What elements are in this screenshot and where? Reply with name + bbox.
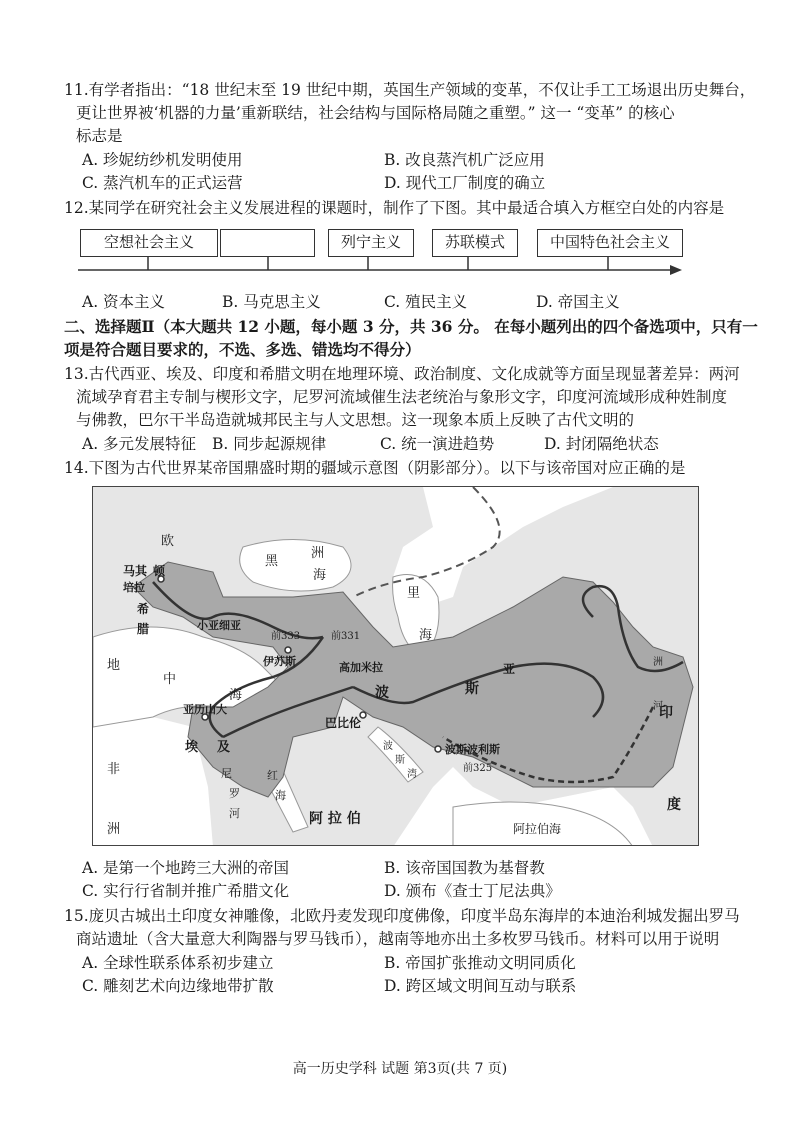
map-label-pella: 培拉	[123, 581, 145, 594]
q15-option-a: A. 全球性联系体系初步建立	[82, 954, 274, 972]
q11-option-d: D. 现代工厂制度的确立	[384, 174, 546, 192]
q15-stem-line1: 15.庞贝古城出土印度女神雕像，北欧丹麦发现印度佛像，印度半岛东海岸的本迪治利城发掘出罗马	[64, 907, 740, 925]
q12-stem-line1: 12.某同学在研究社会主义发展进程的课题时，制作了下图。其中最适合填入方框空白处的内容是	[64, 199, 725, 217]
map-label-persiangulf3: 湾	[407, 769, 417, 780]
timeline-box-utopian: 空想社会主义	[80, 229, 218, 257]
map-label-blacksea1: 黑	[265, 554, 279, 569]
q15-option-b: B. 帝国扩张推动文明同质化	[384, 954, 576, 972]
q11-option-a: A. 珍妮纺纱机发明使用	[82, 151, 243, 169]
map-label-europe1: 欧	[161, 534, 175, 549]
map-label-blacksea2: 海	[313, 568, 327, 583]
q14-option-b: B. 该帝国国教为基督教	[384, 859, 545, 877]
q13-stem-line3: 与佛教，巴尔干半岛造就城邦民主与人文思想。这一现象本质上反映了古代文明的	[76, 411, 635, 429]
page-footer: 高一历史学科 试题 第3页(共 7 页)	[292, 1061, 508, 1077]
map-label-y325: 前325	[463, 763, 493, 774]
map-label-gaugamela: 高加米拉	[339, 661, 383, 674]
map-label-macedonia1: 马其	[123, 564, 148, 578]
map-label-issus: 伊苏斯	[263, 655, 296, 668]
timeline-box-leninism: 列宁主义	[328, 229, 414, 257]
map-label-macedonia2: 顿	[153, 564, 166, 578]
q11-option-b: B. 改良蒸汽机广泛应用	[384, 151, 545, 169]
section2-header-line1: 二、选择题Ⅱ（本大题共 12 小题，每小题 3 分，共 36 分。 在每小题列出的四个备选项中，只有一	[64, 317, 758, 336]
timeline-box-chinese-socialism: 中国特色社会主义	[537, 229, 683, 257]
map-label-med2: 中	[163, 672, 177, 687]
map-label-asia1: 亚	[503, 662, 516, 676]
q12-option-b: B. 马克思主义	[222, 293, 321, 311]
map-label-greece1: 希	[137, 602, 150, 616]
q13-stem-line1: 13.古代西亚、埃及、印度和希腊文明在地理环境、政治制度、文化成就等方面呈现显著差异：两河	[64, 365, 740, 383]
map-label-egypt1: 埃	[185, 740, 199, 755]
q13-option-a: A. 多元发展特征	[82, 435, 197, 453]
timeline-box-soviet-model: 苏联模式	[432, 229, 518, 257]
map-label-greece2: 腊	[137, 622, 150, 636]
q12-option-a: A. 资本主义	[82, 293, 166, 311]
map-label-persepolis: 波斯波利斯	[445, 743, 500, 756]
map-label-nile1: 尼	[221, 767, 232, 780]
map-label-caspian1: 里	[407, 586, 421, 601]
map-label-egypt2: 及	[217, 740, 231, 755]
map-label-indus2: 河	[653, 701, 663, 712]
q14-stem-line1: 14.下图为古代世界某帝国鼎盛时期的疆域示意图（阴影部分）。以下与该帝国对应正确的是	[64, 459, 686, 477]
map-label-europe2: 洲	[311, 546, 325, 561]
map-label-persiangulf2: 斯	[395, 755, 405, 766]
q12-option-c: C. 殖民主义	[384, 293, 468, 311]
map-label-persia1: 波	[375, 685, 389, 701]
map-label-arabiansea: 阿拉伯海	[513, 822, 562, 836]
map-label-persia2: 斯	[465, 681, 479, 697]
map-label-persiangulf1: 波	[383, 741, 393, 752]
timeline-box-blank	[220, 229, 315, 257]
q13-stem-line2: 流域孕育君主专制与楔形文字，尼罗河流域催生法老统治与象形文字，印度河流域形成种姓制度	[76, 388, 728, 406]
map-label-y331: 前331	[331, 631, 361, 642]
q15-option-c: C. 雕刻艺术向边缘地带扩散	[82, 977, 274, 995]
section2-header-line2: 项是符合题目要求的，不选、多选、错选均不得分）	[64, 340, 421, 359]
map-label-arabia: 阿 拉 伯	[309, 811, 361, 827]
map-label-med3: 海	[229, 688, 243, 703]
map-label-babylon: 巴比伦	[325, 716, 362, 730]
map-label-redsea1: 红	[267, 769, 278, 782]
q11-stem-line2: 更让世界被‘机器的力量’重新联结，社会结构与国际格局随之重塑。” 这一 “变革” 的核心	[76, 104, 675, 122]
q14-option-d: D. 颁布《查士丁尼法典》	[384, 882, 561, 900]
q13-option-b: B. 同步起源规律	[212, 435, 327, 453]
map-label-asiaminor: 小亚细亚	[197, 619, 241, 632]
map-label-india1: 印	[659, 705, 673, 721]
q15-option-d: D. 跨区域文明间互动与联系	[384, 977, 577, 995]
map-label-india2: 度	[667, 797, 681, 813]
map-label-africa1: 非	[107, 762, 121, 777]
q13-option-d: D. 封闭隔绝状态	[544, 435, 659, 453]
q11-option-c: C. 蒸汽机车的正式运营	[82, 174, 243, 192]
q11-stem-line1: 11.有学者指出：“18 世纪末至 19 世纪中期，英国生产领域的变革，不仅让手工工场退出历史舞台，	[64, 81, 756, 99]
map-label-med1: 地	[107, 658, 121, 673]
empire-map	[92, 486, 699, 846]
map-label-y333: 前333	[271, 631, 301, 642]
q14-option-c: C. 实行行省制并推广希腊文化	[82, 882, 290, 900]
q13-option-c: C. 统一演进趋势	[380, 435, 495, 453]
map-label-caspian2: 海	[419, 628, 433, 643]
map-label-africa2: 洲	[107, 822, 121, 837]
map-label-nile3: 河	[229, 807, 240, 820]
map-label-redsea2: 海	[275, 789, 286, 802]
q11-stem-line3: 标志是	[76, 127, 123, 145]
q12-option-d: D. 帝国主义	[536, 293, 620, 311]
map-label-alexandria: 亚历山大	[183, 703, 227, 716]
map-label-indus1: 洲	[653, 657, 663, 668]
q14-option-a: A. 是第一个地跨三大洲的帝国	[82, 859, 290, 877]
q15-stem-line2: 商站遗址（含大量意大利陶器与罗马钱币），越南等地亦出土多枚罗马钱币。材料可以用于说明	[76, 930, 720, 948]
map-label-nile2: 罗	[229, 787, 240, 800]
